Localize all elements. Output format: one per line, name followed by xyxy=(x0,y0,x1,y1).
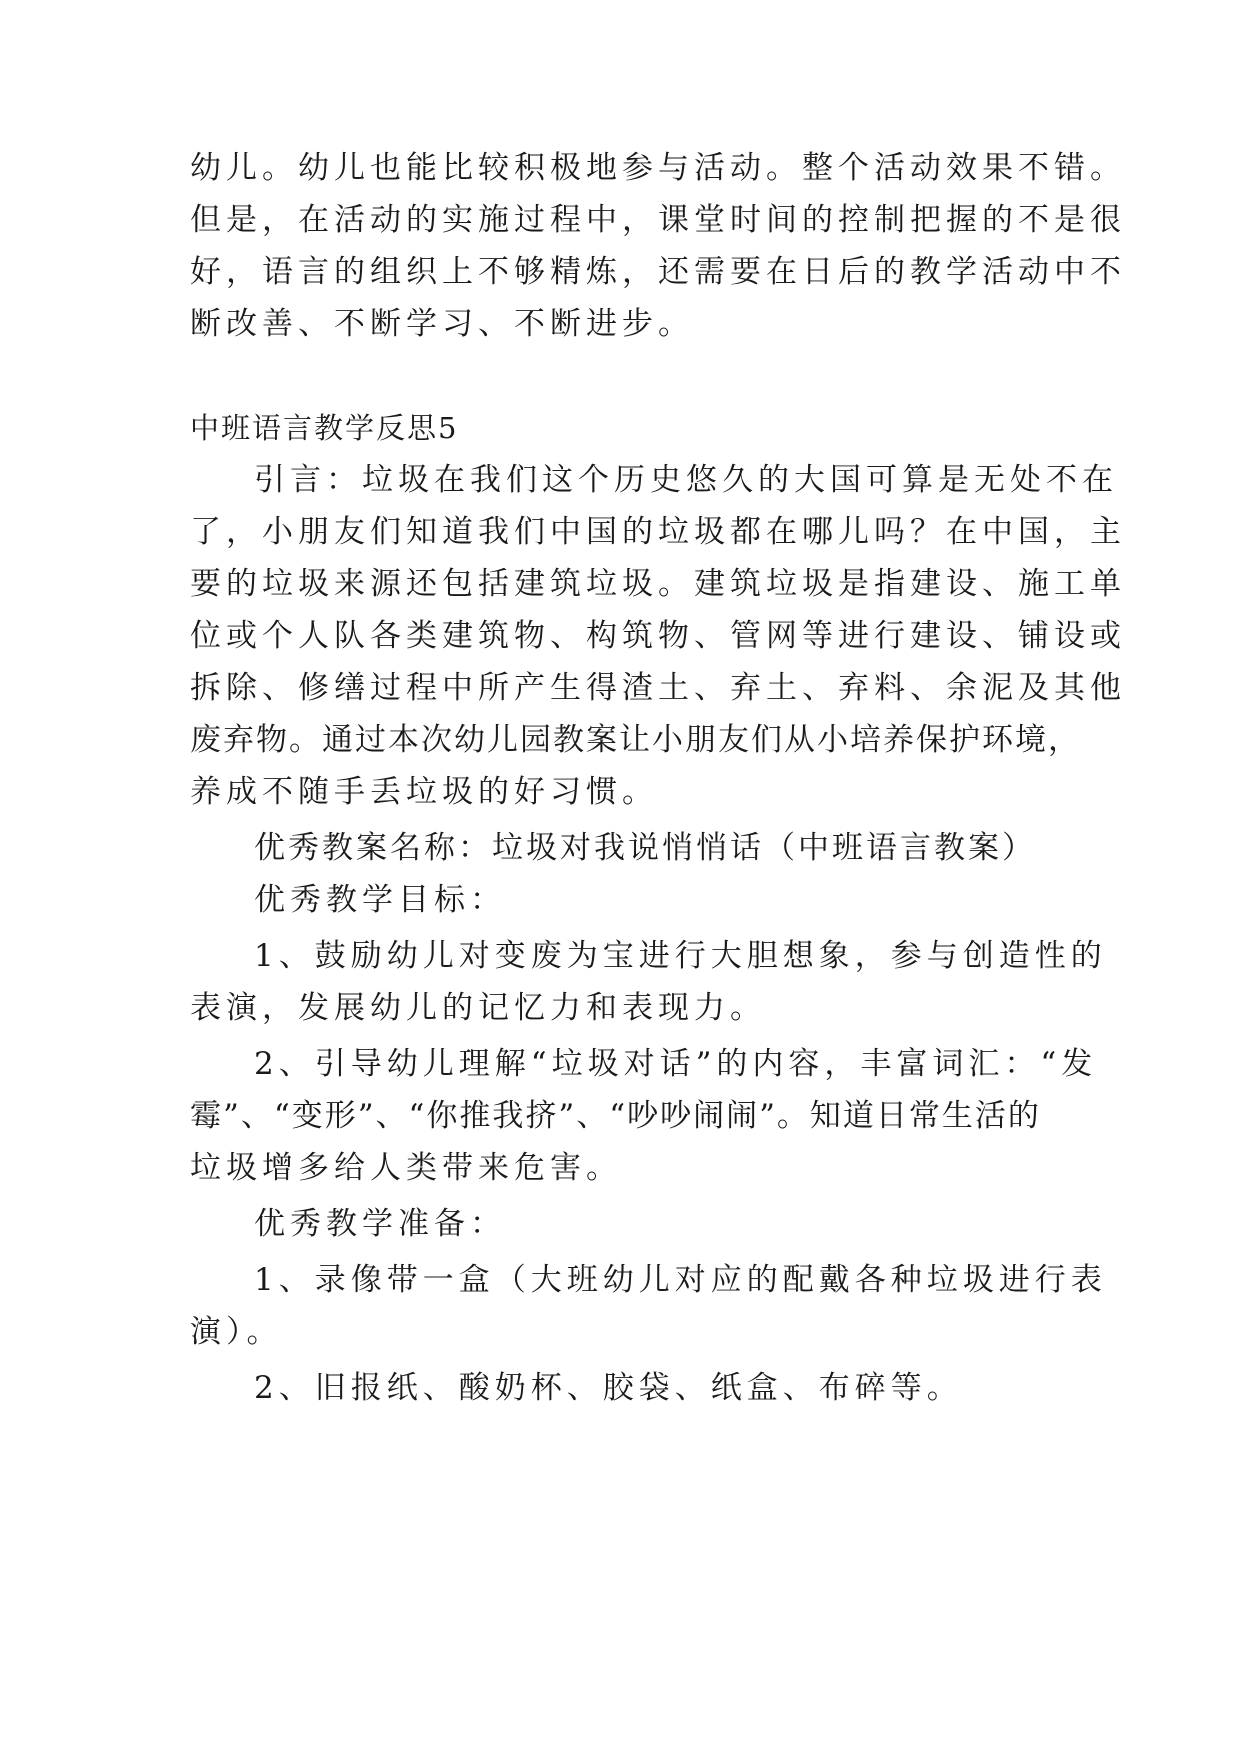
plan-name: 优秀教案名称：垃圾对我说悄悄话（中班语言教案） xyxy=(254,830,1036,866)
text-line: 好，语言的组织上不够精炼，还需要在日后的教学活动中不 xyxy=(190,254,1126,290)
text-line: 演）。 xyxy=(190,1314,283,1350)
text-line: 1、录像带一盒（大班幼儿对应的配戴各种垃圾进行表 xyxy=(254,1262,1107,1298)
text-line: 要的垃圾来源还包括建筑垃圾。建筑垃圾是指建设、施工单 xyxy=(190,566,1126,602)
text-line: 垃圾增多给人类带来危害。 xyxy=(190,1150,622,1186)
text-line: 2、引导幼儿理解“垃圾对话”的内容，丰富词汇：“发 xyxy=(254,1046,1098,1082)
text-line: 拆除、修缮过程中所产生得渣土、弃土、弃料、余泥及其他 xyxy=(190,670,1126,706)
text-line: 养成不随手丢垃圾的好习惯。 xyxy=(190,774,658,810)
text-line: 幼儿。幼儿也能比较积极地参与活动。整个活动效果不错。 xyxy=(190,150,1126,186)
text-line: 了，小朋友们知道我们中国的垃圾都在哪儿吗？在中国，主 xyxy=(190,514,1126,550)
text-line: 表演，发展幼儿的记忆力和表现力。 xyxy=(190,990,766,1026)
text-line: 2、旧报纸、酸奶杯、胶袋、纸盒、布碎等。 xyxy=(254,1370,963,1406)
text-line: 废弃物。通过本次幼儿园教案让小朋友们从小培养保护环境， xyxy=(190,722,1081,758)
text-line: 断改善、不断学习、不断进步。 xyxy=(190,306,694,342)
text-line: 位或个人队各类建筑物、构筑物、管网等进行建设、铺设或 xyxy=(190,618,1126,654)
text-line: 引言：垃圾在我们这个历史悠久的大国可算是无处不在 xyxy=(254,462,1118,498)
goals-heading: 优秀教学目标： xyxy=(254,882,506,918)
section-title: 中班语言教学反思5 xyxy=(190,411,459,445)
text-line: 但是，在活动的实施过程中，课堂时间的控制把握的不是很 xyxy=(190,202,1126,238)
text-line: 霉”、“变形”、“你推我挤”、“吵吵闹闹”。知道日常生活的 xyxy=(190,1098,1041,1134)
text-line: 1、鼓励幼儿对变废为宝进行大胆想象，参与创造性的 xyxy=(254,938,1107,974)
prep-heading: 优秀教学准备： xyxy=(254,1206,506,1242)
